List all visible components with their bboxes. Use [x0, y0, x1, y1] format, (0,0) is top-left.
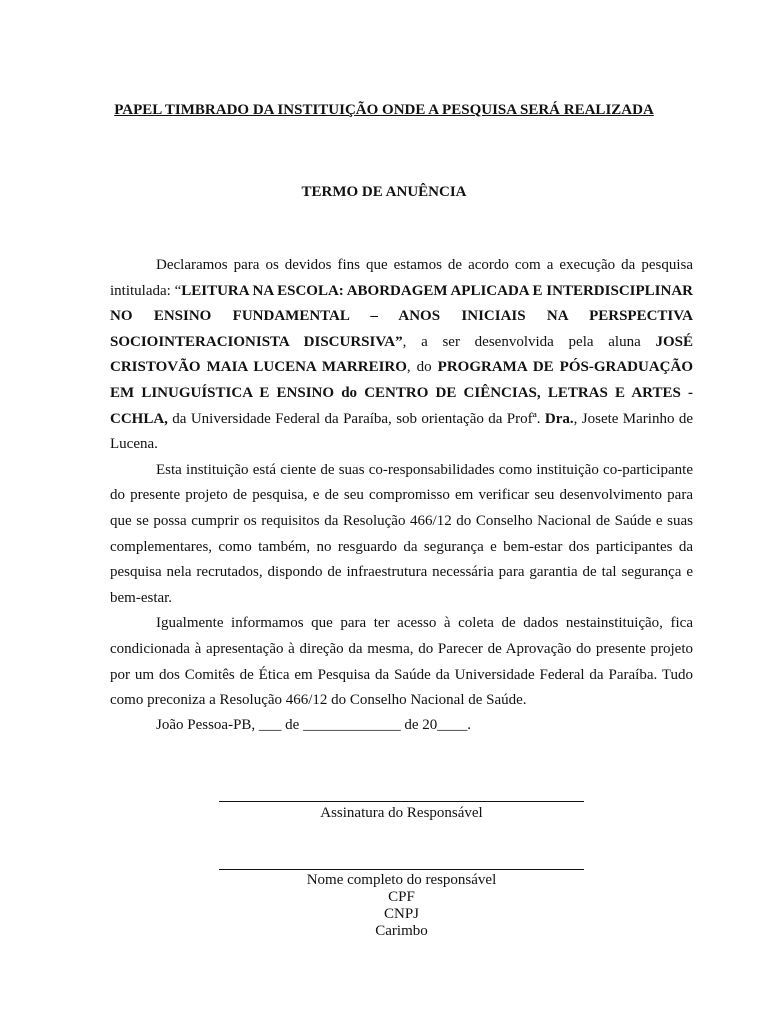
responsible-info-block: [219, 872, 584, 940]
declaration-text-1: Declaramos para os devidos fins que estamos de acordo com a execução da pesquisa intitulada: “: [110, 257, 693, 299]
declaration-text-2: , a ser desenvolvida pela aluna: [402, 333, 656, 350]
date-line: João Pessoa-PB, ___ de _____________ de 20____.: [156, 717, 471, 733]
letterhead-heading: PAPEL TIMBRADO DA INSTITUIÇÃO ONDE A PESQUISA SERÁ REALIZADA: [114, 102, 654, 118]
document-title: TERMO DE ANUÊNCIA: [301, 184, 467, 200]
document-body: [110, 253, 693, 714]
declaration-text-4: da Universidade Federal da Paraíba, sob orientação da Profª.: [167, 410, 545, 427]
name-signature-line: [219, 869, 584, 870]
declaration-text-3: , do: [406, 359, 438, 376]
program-name: PROGRAMA DE PÓS-GRADUAÇÃO EM LINUGUÍSTICA E ENSINO do CENTRO DE CIÊNCIAS, LETRAS E ARTES - CCHLA,: [110, 359, 693, 427]
advisor-title: Dra.: [544, 410, 574, 427]
paragraph-data-access: Igualmente informamos que para ter acesso à coleta de dados nestainstituição, fica condicionada à apresentação à direção da mesma, do Parecer de Aprovação do presente projeto por um dos Comitês de Ética em Pesquisa da Saúde da Universidade Federal da Paraíba. Tudo como preconiza a Resolução 466/12 do Conselho Nacional de Saúde.: [110, 615, 693, 709]
stamp-label: Carimbo: [375, 923, 428, 939]
paragraph-responsibilities: Esta instituição está ciente de suas co-responsabilidades como instituição co-participante do presente projeto de pesquisa, e de seu compromisso em verificar seu desenvolvimento para que se possa cumprir os requisitos da Resolução 466/12 do Conselho Nacional de Saúde e suas complementares, como também, no resguardo da segurança e bem-estar dos participantes da pesquisa nela recrutados, dispondo de infraestrutura necessária para garantia de tal segurança e bem-estar.: [110, 461, 693, 606]
signature-label: Assinatura do Responsável: [320, 805, 483, 821]
paragraph-declaration: [110, 253, 693, 458]
signature-line: [219, 801, 584, 802]
student-name: JOSÉ CRISTOVÃO MAIA LUCENA MARREIRO: [110, 333, 693, 376]
cnpj-label: CNPJ: [383, 906, 420, 922]
cpf-label: CPF: [388, 889, 415, 905]
research-title: LEITURA NA ESCOLA: ABORDAGEM APLICADA E INTERDISCIPLINAR NO ENSINO FUNDAMENTAL – ANOS INICIAIS NA PERSPECTIVA SOCIOINTERACIONISTA DISCURSIVA”: [110, 282, 693, 350]
declaration-text-5: , Josete Marinho de Lucena.: [110, 410, 693, 453]
responsible-name-label: Nome completo do responsável: [306, 872, 497, 888]
